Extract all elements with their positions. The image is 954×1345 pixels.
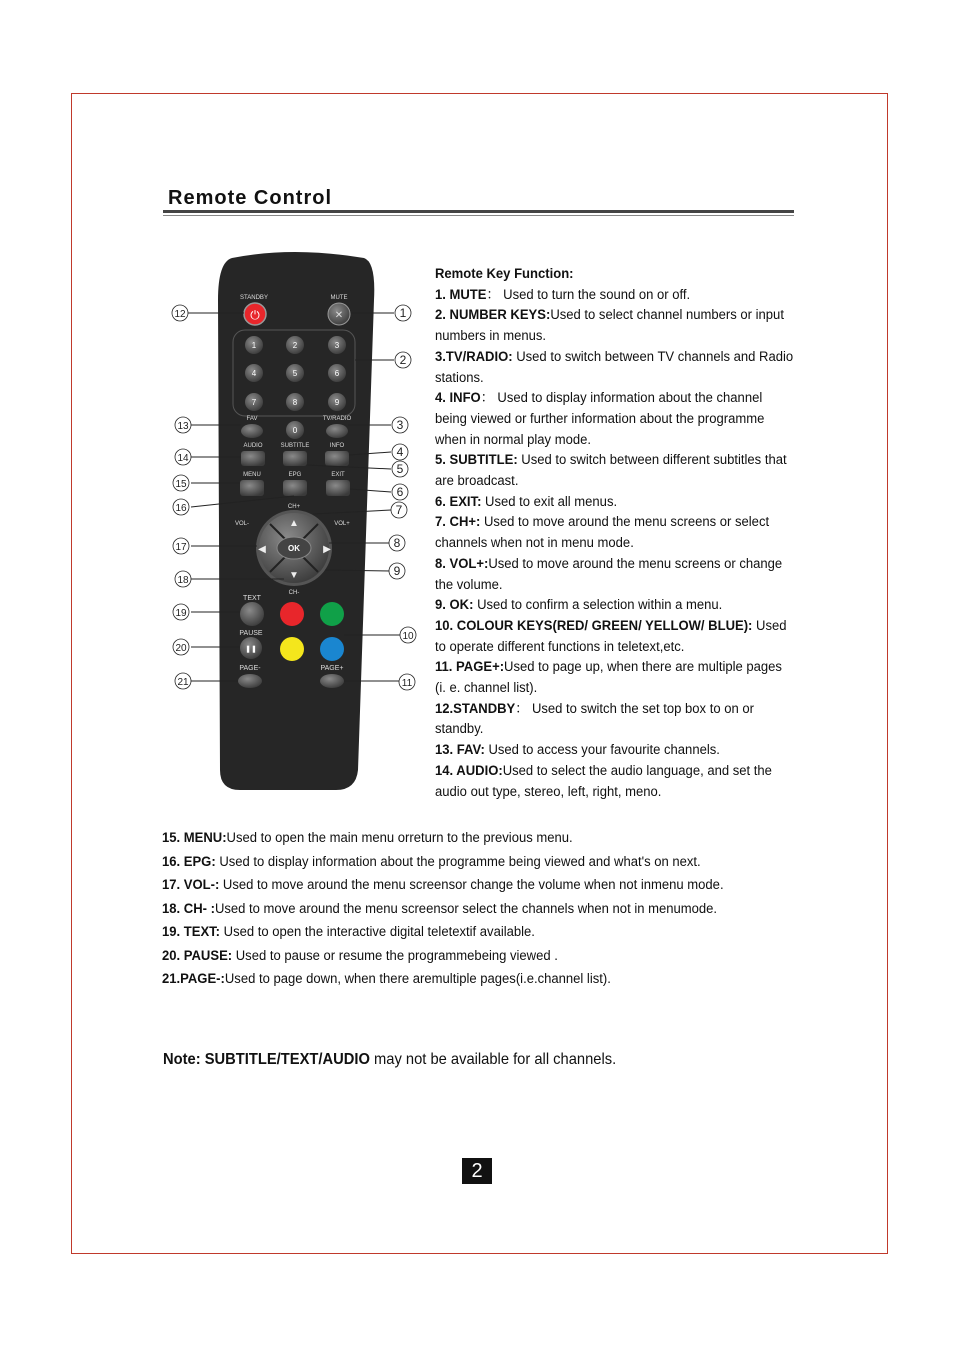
pause-icon: ❚❚ [245,646,257,653]
key-function-item [435,285,796,306]
pause-label: PAUSE [239,630,263,637]
subtitle-label: SUBTITLE [280,443,310,449]
key-function-item [435,699,796,740]
pageminus-button[interactable] [238,674,262,688]
exit-button[interactable] [326,480,350,496]
fav-label: FAV [246,416,258,422]
key-description: Used to display information about the programme being viewed and what's on next. [215,853,701,870]
callout-2: 2 [399,353,407,367]
callout-4: 4 [396,445,404,459]
key-function-items [435,285,796,803]
key-name: 16. EPG: [162,853,216,870]
tvradio-button[interactable] [326,424,348,438]
callout-6: 6 [396,485,404,499]
key-function-item [435,492,796,513]
callout-1: 1 [399,306,407,320]
ok-label: OK [288,544,300,553]
title-rule-thin [163,215,794,216]
callout-19: 19 [175,608,187,619]
epg-button[interactable] [283,480,307,496]
key-description: Used to move around the menu screensor select the channels when not in menumode. [214,900,718,917]
key-description: Used to move around the menu screens or select channels when not in menu mode. [435,514,770,552]
blue-button[interactable] [320,637,344,661]
key-function-item [162,827,806,851]
yellow-button[interactable] [280,637,304,661]
callout-20: 20 [175,643,187,654]
mute-label: MUTE [330,295,348,301]
key-function-item [435,595,796,616]
callout-14: 14 [177,453,189,464]
volminus-label: VOL- [234,521,250,527]
key-name: 14. AUDIO: [435,762,503,779]
key-name: 15. MENU: [162,830,227,846]
audio-button[interactable] [241,451,265,466]
key-name: 19. TEXT: [162,924,221,940]
key-function-item [162,968,806,992]
key-name: 5. SUBTITLE: [435,452,518,469]
digit-label: 0 [292,426,298,435]
key-name: 8. VOL+: [435,555,489,572]
key-description: Used to switch between TV channels and Radio stations. [435,348,794,386]
callout-13: 13 [177,421,189,432]
key-separator: ： [486,286,500,303]
key-description: Used to switch the set top box to on or standby. [435,700,754,738]
vol-right-icon[interactable]: ▶ [323,544,331,555]
key-description: Used to confirm a selection within a menu. [473,597,723,614]
chminus-label: CH- [288,590,300,596]
key-function-item [162,851,806,875]
pageplus-button[interactable] [320,674,344,688]
key-separator: ： [480,390,494,407]
key-function-item [435,761,796,802]
vol-left-icon[interactable]: ◀ [258,544,266,555]
key-function-item [435,616,796,657]
key-function-item [435,388,796,450]
key-function-item [435,512,796,553]
key-function-item [162,898,806,922]
key-name: 4. INFO [435,390,481,407]
green-button[interactable] [320,602,344,626]
volplus-label: VOL+ [334,521,350,527]
exit-label: EXIT [331,472,345,478]
key-separator: ： [515,700,529,717]
key-name: 18. CH- : [162,900,215,917]
remote-control-illustration [160,250,430,800]
callout-9: 9 [393,564,401,578]
digit-label: 2 [292,341,298,350]
callout-11: 11 [401,678,413,689]
callout-17: 17 [175,542,187,553]
key-description: Used to move around the menu screens or change the volume. [435,555,783,593]
availability-note [163,1051,616,1069]
key-function-list [435,264,796,802]
key-function-item [162,921,806,945]
digit-label: 9 [334,398,340,407]
callout-5: 5 [396,462,404,476]
callout-3: 3 [396,418,404,432]
key-function-item [435,740,796,761]
key-function-heading: Remote Key Function: [435,266,574,282]
chplus-label: CH+ [287,504,301,510]
digit-label: 4 [251,369,257,378]
standby-label: STANDBY [240,295,268,301]
callout-8: 8 [393,536,401,550]
note-bold: Note: SUBTITLE/TEXT/AUDIO [163,1051,370,1068]
note-text: may not be available for all channels. [369,1051,617,1068]
callout-21: 21 [177,677,189,688]
page-number: 2 [462,1158,492,1184]
menu-button[interactable] [240,480,264,496]
key-name: 20. PAUSE: [162,947,233,964]
audio-label: AUDIO [243,443,263,449]
power-icon: ⏻ [250,308,260,322]
key-description: Used to switch between different subtitles that are broadcast. [435,452,787,490]
text-label: TEXT [243,595,261,602]
callout-10: 10 [402,631,414,642]
key-function-item [435,657,796,698]
more-key-functions [162,827,806,992]
pageplus-label: PAGE+ [320,665,344,672]
fav-button[interactable] [241,424,263,438]
key-name: 10. COLOUR KEYS(RED/ GREEN/ YELLOW/ BLUE): [435,617,753,634]
key-name: 9. OK: [435,597,474,614]
section-title: Remote Control [168,187,332,209]
key-description: Used to pause or resume the programmebeing viewed . [232,947,558,964]
tvradio-label: TV/RADIO [322,416,352,422]
info-button[interactable] [325,451,349,466]
callout-7: 7 [395,503,403,517]
callout-15: 15 [175,479,187,490]
text-button[interactable] [240,602,264,626]
key-function-item [435,305,796,346]
subtitle-button[interactable] [283,451,307,466]
key-function-item [162,874,806,898]
callout-16: 16 [175,503,187,514]
key-name: 21.PAGE-: [162,971,225,987]
key-name: 12.STANDBY [435,700,516,717]
info-label: INFO [329,443,345,449]
epg-label: EPG [288,472,302,478]
red-button[interactable] [280,602,304,626]
digit-label: 8 [292,398,298,407]
key-name: 13. FAV: [435,742,485,759]
digit-label: 6 [334,369,340,378]
key-description: Used to select the audio language, and set the audio out type, stereo, left, right, meno. [435,762,772,800]
key-name: 17. VOL-: [162,877,220,893]
key-description: Used to open the interactive digital teletextif available. [220,924,535,940]
digit-label: 7 [251,398,257,407]
number-keys [245,336,346,411]
digit-label: 5 [292,369,298,378]
callout-12: 12 [174,309,186,320]
key-function-item [435,554,796,595]
ch-up-icon[interactable]: ▲ [289,518,299,529]
key-name: 11. PAGE+: [435,659,505,676]
key-description: Used to turn the sound on or off. [499,286,691,303]
key-description: Used to page down, when there aremultiple pages(i.e.channel list). [224,971,611,987]
menu-label: MENU [243,472,261,478]
key-description: Used to open the main menu orreturn to the previous menu. [226,830,573,846]
key-description: Used to page up, when there are multiple pages (i. e. channel list). [435,659,782,697]
key-name: 3.TV/RADIO: [435,348,513,365]
key-function-item [162,945,806,969]
key-name: 6. EXIT: [435,493,482,510]
key-function-item [435,347,796,388]
key-description: Used to display information about the channel being viewed or further information about the programme when in normal play mode. [435,390,765,448]
digit-label: 1 [251,341,257,350]
key-description: Used to exit all menus. [481,493,618,510]
digit-label: 3 [334,341,340,350]
key-description: Used to move around the menu screensor change the volume when not inmenu mode. [219,877,724,893]
key-description: Used to select channel numbers or input numbers in menus. [435,307,784,345]
key-function-item [435,450,796,491]
key-name: 1. MUTE [435,286,487,303]
pageminus-label: PAGE- [239,665,261,672]
title-rule [163,210,794,213]
ch-down-icon[interactable]: ▼ [289,570,299,581]
callout-18: 18 [177,575,189,586]
key-description: Used to operate different functions in teletext,etc. [435,617,787,655]
key-name: 2. NUMBER KEYS: [435,307,551,324]
key-description: Used to access your favourite channels. [484,742,720,759]
key-name: 7. CH+: [435,514,481,531]
mute-icon: ✕ [334,310,344,321]
